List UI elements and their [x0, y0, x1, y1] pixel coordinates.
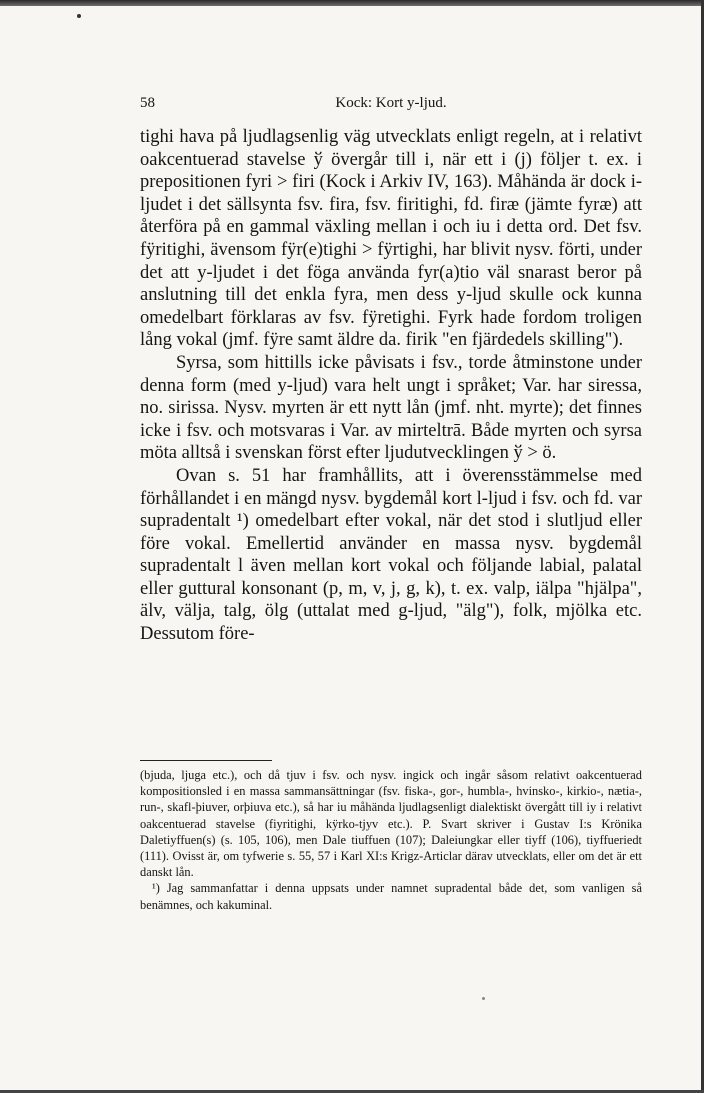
running-head: Kock: Kort y-ljud. — [335, 95, 447, 111]
body-text — [140, 126, 642, 646]
page-header — [140, 95, 642, 115]
ink-speck — [482, 997, 485, 1000]
ink-speck — [77, 14, 81, 18]
footnote-continuation: (bjuda, ljuga etc.), och då tjuv i fsv. och nysv. ingick och ingår såsom relativt oakcentuerad kompositionsled i en massa sammansättningar (fsv. fiska-, gor-, humbla-, hvinsko-, kirkio-, nætia-, run-, skafl-þiuver, orþiuva etc.), så har iu måhända ljudlagsenligt dialektiskt övergått till iy i relativt oakcentuerad stavelse (fiyritighi, kÿrko-tjyv etc.). P. Svart skriver i Gustav I:s Krönika Daletiyffuen(s) (s. 105, 106), men Dale tiuffuen (107); Daleiungkar eller tiyff (106), tiyffueriedt (111). Ovisst är, om tyfwerie s. 55, 57 i Karl XI:s Krigz-Articlar därav utvecklats, eller om det är ett danskt lån. — [140, 768, 642, 880]
footnote: ¹) Jag sammanfattar i denna uppsats under namnet supradental både det, som vanligen så benämnes, och kakuminal. — [140, 881, 642, 912]
paragraph: Syrsa, som hittills icke påvisats i fsv., torde åtminstone under denna form (med y-ljud) vara helt ungt i språket; Var. har siressa, no. sirissa. Nysv. myrten är ett nytt lån (jmf. nht. myrte); det finnes icke i fsv. och motsvaras i Var. av mirteltrā. Både myrten och syrsa möta alltså i svenskan först efter ljudutvecklingen ў > ö. — [140, 352, 642, 464]
scan-top-edge — [0, 0, 704, 6]
page-number: 58 — [140, 95, 155, 111]
footnotes — [140, 767, 642, 913]
paragraph: tighi hava på ljudlagsenlig väg utvecklats enligt regeln, at i relativt oakcentuerad stavelse ў övergår till i, när ett i (j) följer t. ex. i prepositionen fyri > firi (Kock i Arkiv IV, 163). Måhända är dock i-ljudet i det sällsynta fsv. fira, fsv. firitighi, fd. firæ (jämte fyræ) att återföra på en gammal växling mellan i och iu i detta ord. Det fsv. fÿritighi, ävensom fÿr(e)tighi > fÿrtighi, har blivit nysv. förti, under det att y-ljudet i det föga använda fyr(a)tio väl snarast beror på anslutning till det enkla fyra, men dess y-ljud skulle ock kunna omedelbart förklaras av fsv. fÿretighi. Fyrk hade fordom troligen lång vokal (jmf. fÿre samt äldre da. firik "en fjärdedels skilling"). — [140, 127, 642, 351]
paragraph: Ovan s. 51 har framhållits, att i överensstämmelse med förhållandet i en mängd nysv. bygdemål kort l-ljud i fsv. och fd. var supradentalt ¹) omedelbart efter vokal, när det stod i slutljud eller före vokal. Emellertid använder en massa nysv. bygdemål supradentalt l även mellan kort vokal och följande labial, palatal eller guttural konsonant (p, m, v, j, g, k), t. ex. valp, iälpa "hjälpa", älv, välja, talg, ölg (uttalat med g-ljud, "älg"), folk, mjölka etc. Dessutom före- — [140, 465, 642, 645]
footnote-rule — [140, 760, 272, 761]
